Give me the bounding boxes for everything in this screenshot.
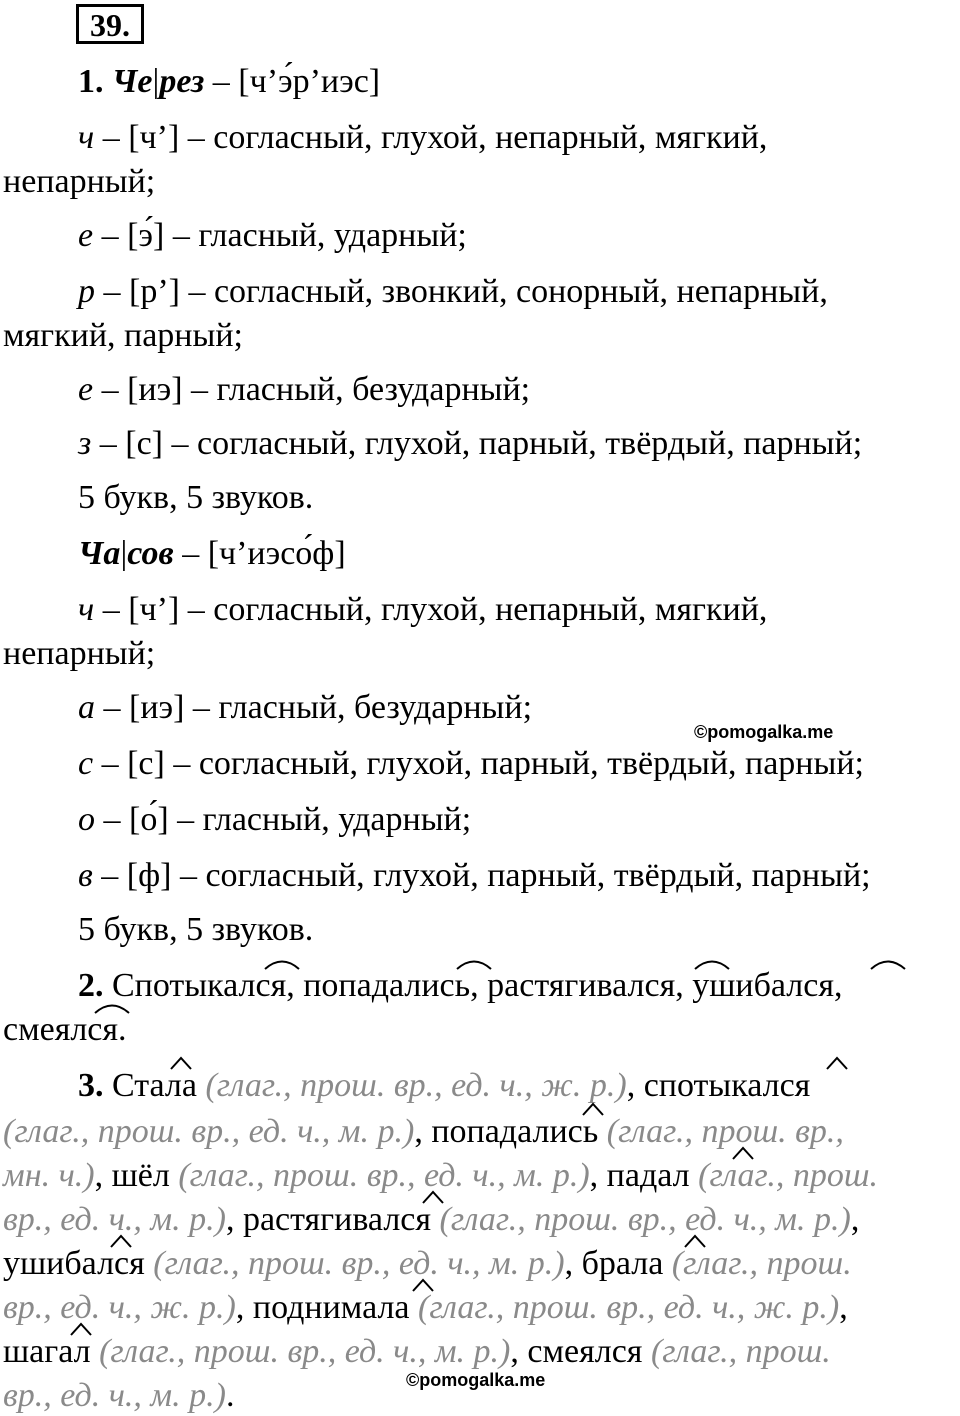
syllable-divider: | <box>120 535 128 572</box>
verb: , попадались <box>414 1113 607 1150</box>
verb: шагал <box>3 1333 100 1370</box>
part1-number: 1. <box>78 63 104 100</box>
word2-letter-line <box>78 590 960 630</box>
suffix-hat-icon <box>412 1278 434 1292</box>
word2-stem1: Ча <box>78 535 121 572</box>
suffix-arc-icon <box>694 956 730 970</box>
letter: а <box>78 689 95 726</box>
part1-heading <box>78 62 960 102</box>
word2-stem2: сов <box>127 535 174 572</box>
suffix-arc-icon <box>456 956 492 970</box>
grammar-note: (глаг., прош. вр., ед. ч., м. р.) <box>439 1201 851 1238</box>
part3-line <box>3 1244 960 1284</box>
letter: ч <box>78 119 95 156</box>
letter-description: непарный; <box>3 163 156 200</box>
letter-description: – [ф] – согласный, глухой, парный, твёрдый, парный; <box>101 857 871 894</box>
verb: , смеялся <box>510 1333 651 1370</box>
letter: в <box>78 857 93 894</box>
word1-letter-line <box>78 216 960 256</box>
verb: , падал <box>589 1157 699 1194</box>
punctuation: . <box>225 1377 235 1414</box>
part3-line <box>3 1332 960 1372</box>
letter-description: – [с] – согласный, глухой, парный, твёрдый, парный; <box>101 745 864 782</box>
grammar-note: вр., ед. ч., ж. р.) <box>3 1289 236 1326</box>
verb: , шёл <box>94 1157 179 1194</box>
letter-description: – [о́] – гласный, ударный; <box>103 801 472 838</box>
verb: , растягивался <box>225 1201 440 1238</box>
letter: ч <box>78 591 95 628</box>
verb: , брала <box>564 1245 672 1282</box>
grammar-note: (глаг., прош. вр., ед. ч., м. р.) <box>3 1113 415 1150</box>
letter-description: непарный; <box>3 635 156 672</box>
part3-line <box>78 1066 960 1106</box>
word2-letter-line <box>78 744 960 784</box>
word2-transcription: – [ч’иэсо́ф] <box>182 535 346 572</box>
grammar-note: (глаг., прош. вр., ед. ч., ж. р.) <box>418 1289 840 1326</box>
letter-description: – [с] – согласный, глухой, парный, твёрдый, парный; <box>99 425 863 462</box>
part3-number: 3. <box>78 1067 104 1104</box>
part2-text: Спотыкался, попадались, растягивался, ушибался, <box>103 967 843 1004</box>
letter: с <box>78 745 94 782</box>
syllable-divider: | <box>152 63 160 100</box>
letter-description: – [р’] – согласный, звонкий, сонорный, непарный, <box>103 273 828 310</box>
suffix-hat-icon <box>826 1056 848 1070</box>
task-number: 39. <box>76 4 144 44</box>
word1-stem1: Че <box>112 63 153 100</box>
grammar-note: вр., ед. ч., м. р.) <box>3 1377 226 1414</box>
watermark: ©pomogalka.me <box>406 1370 546 1390</box>
part2-line-cont: смеялся. <box>3 1011 127 1048</box>
suffix-hat-icon <box>732 1146 754 1160</box>
letter: е <box>78 371 94 408</box>
grammar-note: (глаг., прош. вр., ед. ч., м. р.) <box>153 1245 565 1282</box>
suffix-hat-icon <box>110 1234 132 1248</box>
verb: Стала <box>103 1067 206 1104</box>
grammar-note: (глаг., прош. <box>698 1157 878 1194</box>
punctuation: , <box>850 1201 860 1238</box>
word2-letter-line <box>78 856 960 896</box>
verb: ушибался <box>3 1245 154 1282</box>
part3-line <box>3 1288 960 1328</box>
part2-number: 2. <box>78 967 104 1004</box>
verb: , поднимала <box>235 1289 419 1326</box>
letter: з <box>78 425 92 462</box>
suffix-hat-icon <box>70 1322 92 1336</box>
grammar-note: (глаг., прош. вр., ед. ч., м. р.) <box>99 1333 511 1370</box>
word2-letter-line <box>78 800 960 840</box>
punctuation: , <box>839 1289 848 1326</box>
verb: , спотыкался <box>626 1067 811 1104</box>
letter-description: – [э́] – гласный, ударный; <box>101 217 467 254</box>
letter-description: – [иэ] – гласный, безударный; <box>103 689 533 726</box>
grammar-note: (глаг., прош. <box>650 1333 831 1370</box>
suffix-arc-icon <box>264 956 300 970</box>
watermark: ©pomogalka.me <box>694 722 834 742</box>
grammar-note: (глаг., прош. вр., ед. ч., м. р.) <box>178 1157 590 1194</box>
grammar-note: (глаг., прош. вр., <box>606 1113 844 1150</box>
letter: о <box>78 801 95 838</box>
word2-letter-line-cont <box>3 634 960 674</box>
part2-line <box>78 966 960 1006</box>
word1-transcription: – [ч’э́р’иэс] <box>212 63 381 100</box>
suffix-arc-icon <box>94 1000 130 1014</box>
part3-line <box>3 1156 960 1196</box>
grammar-note: (глаг., прош. вр., ед. ч., ж. р.) <box>205 1067 627 1104</box>
word1-letter-line-cont <box>3 162 960 202</box>
suffix-hat-icon <box>582 1102 604 1116</box>
word1-summary: 5 букв, 5 звуков. <box>78 479 314 516</box>
suffix-arc-icon <box>870 956 906 970</box>
part3-line <box>3 1112 960 1152</box>
letter-description: – [ч’] – согласный, глухой, непарный, мягкий, <box>102 591 768 628</box>
word1-letter-line <box>78 272 960 312</box>
word1-letter-line <box>78 370 960 410</box>
word1-stem2: рез <box>159 63 205 100</box>
letter-description: – [ч’] – согласный, глухой, непарный, мягкий, <box>102 119 768 156</box>
word1-letter-line-cont <box>3 316 960 356</box>
letter: р <box>78 273 95 310</box>
word1-letter-line <box>78 424 960 464</box>
word2-heading <box>78 534 960 574</box>
word2-summary: 5 букв, 5 звуков. <box>78 911 314 948</box>
suffix-hat-icon <box>422 1190 444 1204</box>
suffix-hat-icon <box>170 1056 192 1070</box>
suffix-hat-icon <box>684 1234 706 1248</box>
grammar-note: вр., ед. ч., м. р.) <box>3 1201 226 1238</box>
part3-line <box>3 1200 960 1240</box>
grammar-note: (глаг., прош. <box>671 1245 852 1282</box>
letter: е <box>78 217 94 254</box>
word1-letter-line <box>78 118 960 158</box>
letter-description: – [иэ] – гласный, безударный; <box>101 371 531 408</box>
grammar-note: мн. ч.) <box>3 1157 95 1194</box>
letter-description: мягкий, парный; <box>3 317 243 354</box>
